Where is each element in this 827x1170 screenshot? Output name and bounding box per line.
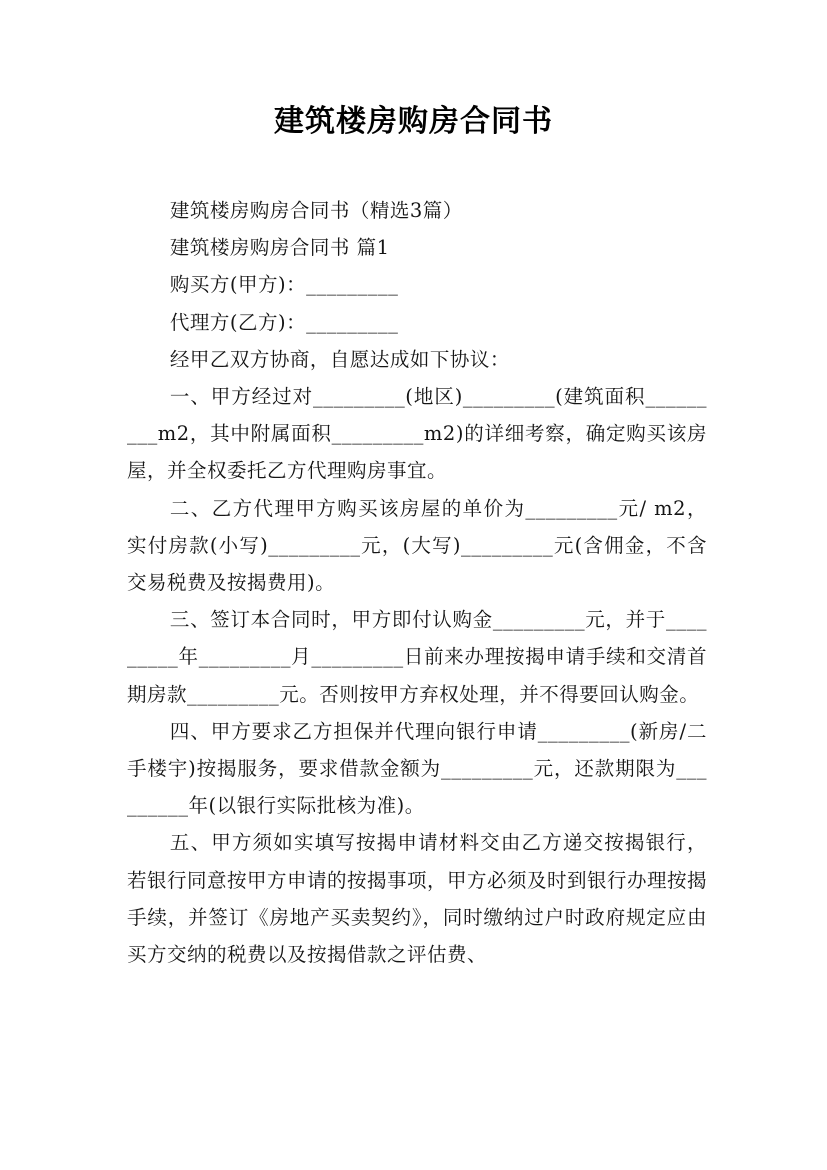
subtitle-paragraph: 建筑楼房购房合同书（精选3篇）: [169, 199, 463, 222]
clause-1: 一、甲方经过对_________(地区)_________(建筑面积_________m2，其中附属面积_________m2)的详细考察，确定购买该房屋，并全权委托乙方代理购房事宜。: [127, 385, 707, 483]
buyer-line: 购买方(甲方)：_________: [169, 273, 399, 297]
clause-5: 五、甲方须如实填写按揭申请材料交由乙方递交按揭银行，若银行同意按甲方申请的按揭事项，甲方必须及时到银行办理按揭手续，并签订《房地产买卖契约》，同时缴纳过户时政府规定应由买方交纳的税费以及按揭借款之评估费、: [127, 831, 708, 967]
section-heading: 建筑楼房购房合同书 篇1: [169, 236, 390, 260]
clause-2: 二、乙方代理甲方购买该房屋的单价为_________元/ m2，实付房款(小写)_________元，(大写)_________元(含佣金，不含交易税费及按揭费用)。: [127, 496, 707, 595]
clause-3: 三、签订本合同时，甲方即付认购金_________元，并于_________年_________月_________日前来办理按揭申请手续和交清首期房款_________元。否则按甲方弃权处理，并不得要回认购金。: [127, 608, 707, 706]
clause-4: 四、甲方要求乙方担保并代理向银行申请_________(新房/二手楼宇)按揭服务，要求借款金额为_________元，还款期限为_________年(以银行实际批核为准)。: [127, 719, 707, 818]
document-title: 建筑楼房购房合同书: [274, 104, 553, 139]
agreement-intro: 经甲乙双方协商，自愿达成如下协议：: [169, 347, 510, 371]
agent-line: 代理方(乙方)：_________: [169, 310, 399, 334]
document-body: [127, 192, 707, 973]
